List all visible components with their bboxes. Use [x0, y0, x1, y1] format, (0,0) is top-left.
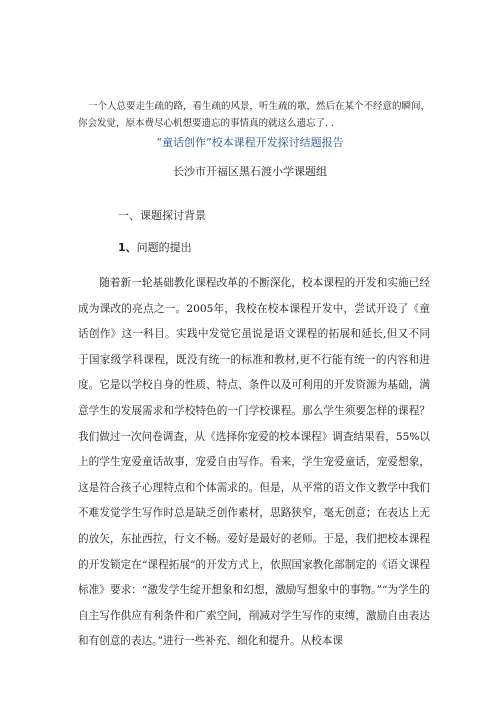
subsection-heading	[118, 239, 192, 255]
report-title: “童话创作”校本课程开发探讨结题报告	[156, 136, 344, 149]
body-paragraph: 随着新一轮基础教化课程改革的不断深化，校本课程的开发和实施已经成为课改的亮点之一。2005年，我校在校本课程开发中，尝试开设了《童话创作》这一科目。实践中发觉它虽说是语文课程的拓展和延长,但又不同于国家级学科课程，既没有统一的标准和教材,更不行能有统一的内容和进度。它是以学校自身的性质、特点、条件以及可利用的开发资源为基础，满意学生的发展需求和学校特色的一门学校课程。那么学生须要怎样的课程？我们做过一次问卷调查，从《选择你宠爱的校本课程》调查结果看，55%以上的学生宠爱童话故事，宠爱自由写作。看来，学生宠爱童话，宠爱想象，这是符合孩子心理特点和个体需求的。但是，从平常的语文作文教学中我们不难发觉学生写作时总是缺乏创作素材，思路狭窄，毫无创意；在表达上无的放矢，东扯西拉，行文不畅。爱好是最好的老师。于是，我们把校本课程的开发锁定在“课程拓展”的开发方式上，依照国家教化部制定的《语文课程标准》要求：“激发学生绽开想象和幻想，激励写想象中的事物。”“为学生的自主写作供应有利条件和广索空间，削减对学生写作的束缚，激励自由表达和有创意的表达。”进行一些补充、细化和提升。从校本课	[78, 277, 430, 648]
author-line: 长沙市开福区黑石渡小学课题组	[173, 165, 327, 178]
subsection-title: 问题的提出	[136, 241, 192, 254]
subsection-number: 1、	[118, 241, 137, 254]
intro-paragraph: 一个人总要走生疏的路，看生疏的风景，听生疏的歌，然后在某个不经意的瞬间，你会发觉，原本费尽心机想要遗忘的事情真的就这么遗忘了. .	[78, 100, 431, 129]
section-heading: 一、课题探讨背景	[118, 209, 206, 222]
